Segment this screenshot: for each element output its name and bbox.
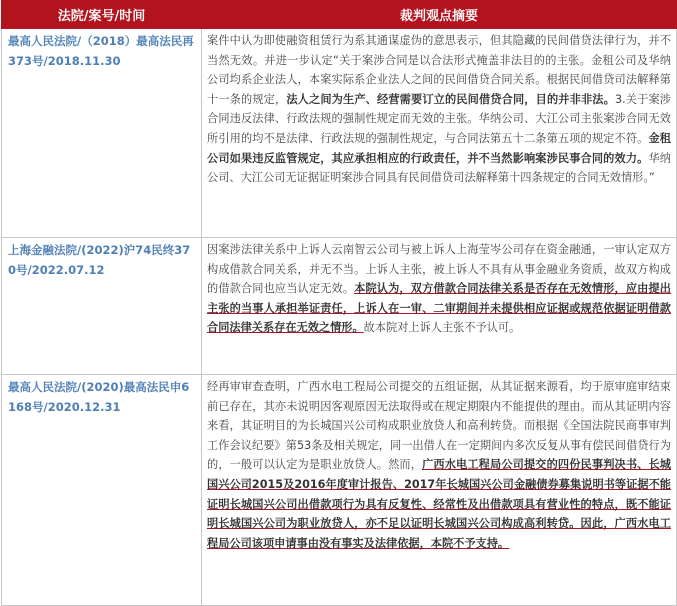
summary-emphasis: 广西水电工程局公司提交的四份民事判决书、长城国兴公司2015及2016年度审计报告、2017年长城国兴公司金融债券募集说明书等证据不能证明长城国兴公司出借款项行为具有反复性、经常性及出借款项具有营业性的特点，既不能证明长城国兴公司为职业放贷人，亦不足以证明长城国兴公司构成高利转贷。因此，广西水电工程局公司该项申请事由没有事实及法律依据，本院不予支持。 [207, 458, 671, 550]
summary-text: 华纳公司、大江公司无证据证明案涉合同具有民间借贷司法解释第十四条规定的合同无效情形。” [207, 151, 671, 185]
case-reference: 最高人民法院/(2020)最高法民申6168号/2020.12.31 [2, 375, 202, 606]
summary-text: 3.关于案涉合同违反法律、行政法规的强制性规定而无效的主张。华纳公司、大江公司主张案涉合同无效所引用的均不是法律、行政法规的强制性规定，与合同法第五十二条第五项的规定不符。 [207, 92, 671, 145]
summary-text: 因案涉法律关系中上诉人云南智云公司与被上诉人上海莹岑公司存在资金融通，一审认定双方构成借款合同关系，并无不当。上诉人主张，被上诉人不具有从事金融业务资质，故双方构成的借款合同也应当认定无效。 [207, 243, 671, 296]
summary-emphasis: 金租公司如果违反监管规定，其应承担相应的行政责任，并不当然影响案涉民事合同的效力。 [207, 131, 671, 165]
header-court-case-date: 法院/案号/时间 [2, 1, 202, 29]
ruling-summary [202, 238, 677, 375]
summary-text: 故本院对上诉人主张不予认可。 [363, 321, 521, 335]
table-row [2, 375, 677, 606]
summary-text: 经再审审查查明，广西水电工程局公司提交的五组证据，从其证据来源看，均于原审庭审结束前已存在，其亦未说明因客观原因无法取得或在规定期限内不能提供的理由。而从其证明内容来看，其证明目的为长城国兴公司构成职业放贷人和高利转贷。而根据《全国法院民商事审判工作会议纪要》第53条及相关规定，同一出借人在一定期间内多次反复从事有偿民间借贷行为的，一般可以认定为是职业放贷人。然而， [207, 380, 671, 472]
table-row [2, 29, 677, 238]
ruling-summary [202, 29, 677, 238]
case-summary-table [1, 0, 677, 606]
summary-text: 案件中认为即使融资租赁行为系其通谋虚伪的意思表示，但其隐藏的民间借贷法律行为，并不当然无效。并进一步认定“关于案涉合同是以合法形式掩盖非法目的的主张。金租公司及华纳公司均系企业法人，本案实际系企业法人之间的民间借贷合同关系。根据民间借贷司法解释第十一条的规定， [207, 34, 671, 106]
header-row [2, 1, 677, 29]
case-summary-page [1, 0, 676, 606]
summary-emphasis: 法人之间为生产、经营需要订立的民间借贷合同，目的并非非法。 [286, 92, 615, 106]
ruling-summary [202, 375, 677, 606]
summary-emphasis: 本院认为，双方借款合同法律关系是否存在无效情形，应由提出主张的当事人承担举证责任，上诉人在一审、二审期间并未提供相应证据或规范依据证明借款合同法律关系存在无效之情形。 [207, 282, 671, 335]
header-ruling-summary: 裁判观点摘要 [202, 1, 677, 29]
case-reference: 上海金融法院/(2022)沪74民终370号/2022.07.12 [2, 238, 202, 375]
table-row [2, 238, 677, 375]
case-reference: 最高人民法院/（2018）最高法民再373号/2018.11.30 [2, 29, 202, 238]
